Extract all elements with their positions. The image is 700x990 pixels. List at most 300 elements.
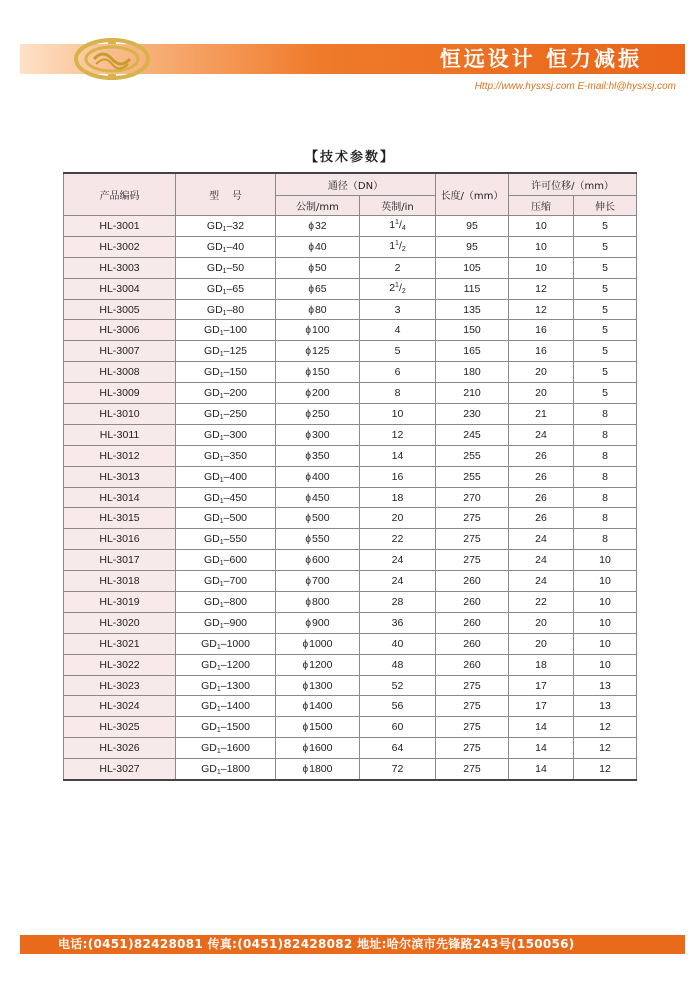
cell-length: 270 <box>436 487 509 508</box>
cell-model: GD1–32 <box>176 216 276 237</box>
cell-length: 165 <box>436 341 509 362</box>
cell-compress: 14 <box>509 759 574 780</box>
model-prefix: GD <box>203 366 220 379</box>
cell-dn-inch <box>360 675 436 696</box>
cell-model: GD1–600 <box>176 550 276 571</box>
cell-dn-inch <box>360 445 436 466</box>
model-subscript: 1 <box>219 330 224 338</box>
dn-value: 150 <box>312 366 330 379</box>
model-size: 500 <box>229 512 248 525</box>
cell-code: HL-3018 <box>64 571 176 592</box>
cell-dn-metric <box>276 717 360 738</box>
cell-compress: 10 <box>509 257 574 278</box>
cell-model: GD1–550 <box>176 529 276 550</box>
cell-model: GD1–150 <box>176 362 276 383</box>
table-row <box>64 257 637 278</box>
inch-whole: 14 <box>391 449 404 462</box>
inch-whole: 28 <box>391 595 404 608</box>
table-row <box>64 550 637 571</box>
model-size: 1200 <box>226 658 250 671</box>
diameter-icon: ϕ <box>305 367 312 379</box>
model-prefix: GD <box>206 240 223 253</box>
model-size: 600 <box>229 554 248 567</box>
header-displacement: 许可位移/（mm） <box>509 173 637 196</box>
cell-compress: 16 <box>509 320 574 341</box>
dn-value: 500 <box>312 512 330 525</box>
diameter-icon: ϕ <box>302 659 309 671</box>
cell-length: 115 <box>436 278 509 299</box>
dn-value: 40 <box>314 240 327 253</box>
cell-dn-inch <box>360 633 436 654</box>
cell-length: 210 <box>436 383 509 404</box>
inch-whole: 72 <box>391 763 404 776</box>
table-row <box>64 487 637 508</box>
table-row <box>64 717 637 738</box>
diameter-icon: ϕ <box>308 220 314 232</box>
inch-whole: 24 <box>391 575 404 588</box>
inch-whole: 18 <box>391 491 404 504</box>
inch-fraction-denominator: 2 <box>401 288 406 296</box>
cell-compress: 24 <box>509 571 574 592</box>
table-row <box>64 320 637 341</box>
table-row <box>64 508 637 529</box>
cell-compress: 22 <box>509 592 574 613</box>
inch-whole: 56 <box>391 700 404 713</box>
dn-value: 200 <box>312 387 330 400</box>
cell-code: HL-3001 <box>64 216 176 237</box>
model-prefix: GD <box>203 324 220 337</box>
cell-dn-metric <box>276 654 360 675</box>
diameter-icon: ϕ <box>302 701 309 713</box>
cell-length: 260 <box>436 592 509 613</box>
cell-code: HL-3014 <box>64 487 176 508</box>
cell-dn-metric <box>276 529 360 550</box>
table-row <box>64 445 637 466</box>
inch-whole: 6 <box>394 366 401 379</box>
inch-whole: 36 <box>391 616 404 629</box>
model-subscript: 1 <box>216 643 221 651</box>
diameter-icon: ϕ <box>305 450 312 462</box>
cell-length: 275 <box>436 738 509 759</box>
table-row <box>64 236 637 257</box>
cell-code: HL-3010 <box>64 404 176 425</box>
diameter-icon: ϕ <box>302 680 309 692</box>
cell-code: HL-3006 <box>64 320 176 341</box>
inch-whole: 5 <box>394 345 401 358</box>
cell-code: HL-3009 <box>64 383 176 404</box>
model-prefix: GD <box>203 512 220 525</box>
cell-model: GD1–1600 <box>176 738 276 759</box>
cell-compress: 26 <box>509 508 574 529</box>
dn-value: 50 <box>314 261 327 274</box>
cell-extend: 8 <box>574 508 637 529</box>
dn-value: 450 <box>312 491 330 504</box>
model-prefix: GD <box>201 700 217 713</box>
cell-dn-inch <box>360 717 436 738</box>
model-subscript: 1 <box>216 685 221 693</box>
cell-dn-inch <box>360 487 436 508</box>
inch-fraction-numerator: 1 <box>395 282 399 290</box>
model-prefix: GD <box>201 637 217 650</box>
dn-value: 1500 <box>309 721 333 734</box>
model-subscript: 1 <box>219 539 224 547</box>
cell-dn-inch <box>360 696 436 717</box>
cell-extend: 8 <box>574 466 637 487</box>
inch-whole: 4 <box>394 324 401 337</box>
model-subscript: 1 <box>222 267 227 275</box>
model-subscript: 1 <box>216 769 221 777</box>
table-row <box>64 529 637 550</box>
dn-value: 1400 <box>309 700 333 713</box>
cell-dn-metric <box>276 216 360 237</box>
cell-dn-metric <box>276 550 360 571</box>
cell-dn-metric <box>276 696 360 717</box>
cell-dn-inch <box>360 550 436 571</box>
cell-extend: 8 <box>574 487 637 508</box>
table-row <box>64 738 637 759</box>
cell-model: GD1–1500 <box>176 717 276 738</box>
cell-compress: 24 <box>509 529 574 550</box>
cell-extend: 8 <box>574 529 637 550</box>
dn-value: 700 <box>312 575 330 588</box>
cell-length: 150 <box>436 320 509 341</box>
dn-value: 65 <box>314 282 327 295</box>
model-prefix: GD <box>203 554 220 567</box>
model-subscript: 1 <box>219 372 224 380</box>
cell-code: HL-3026 <box>64 738 176 759</box>
dn-value: 1000 <box>309 637 333 650</box>
model-size: 1500 <box>226 721 250 734</box>
model-prefix: GD <box>206 303 223 316</box>
cell-model: GD1–1200 <box>176 654 276 675</box>
cell-model: GD1–350 <box>176 445 276 466</box>
cell-code: HL-3013 <box>64 466 176 487</box>
cell-extend: 12 <box>574 717 637 738</box>
cell-extend: 5 <box>574 320 637 341</box>
model-prefix: GD <box>203 533 220 546</box>
diameter-icon: ϕ <box>302 764 309 776</box>
model-prefix: GD <box>206 219 223 232</box>
inch-whole: 1 <box>389 240 396 253</box>
diameter-icon: ϕ <box>305 346 312 358</box>
model-prefix: GD <box>201 763 217 776</box>
table-row <box>64 466 637 487</box>
model-prefix: GD <box>203 491 220 504</box>
cell-extend: 10 <box>574 654 637 675</box>
inch-fraction-denominator: 2 <box>401 246 406 254</box>
cell-compress: 12 <box>509 299 574 320</box>
model-subscript: 1 <box>222 288 227 296</box>
model-prefix: GD <box>201 658 217 671</box>
dn-value: 350 <box>312 449 330 462</box>
cell-compress: 20 <box>509 362 574 383</box>
cell-dn-inch <box>360 466 436 487</box>
cell-length: 275 <box>436 717 509 738</box>
table-row <box>64 592 637 613</box>
dn-value: 125 <box>312 345 330 358</box>
inch-whole: 2 <box>389 282 396 295</box>
inch-whole: 40 <box>391 637 404 650</box>
model-size: 800 <box>229 595 248 608</box>
cell-model: GD1–1400 <box>176 696 276 717</box>
model-subscript: 1 <box>216 727 221 735</box>
cell-dn-inch <box>360 257 436 278</box>
cell-extend: 8 <box>574 445 637 466</box>
cell-extend: 5 <box>574 236 637 257</box>
model-prefix: GD <box>203 595 220 608</box>
cell-model: GD1–450 <box>176 487 276 508</box>
model-subscript: 1 <box>222 246 227 254</box>
cell-compress: 14 <box>509 717 574 738</box>
diameter-icon: ϕ <box>305 513 312 525</box>
cell-code: HL-3021 <box>64 633 176 654</box>
dn-value: 100 <box>312 324 330 337</box>
cell-compress: 16 <box>509 341 574 362</box>
cell-dn-metric <box>276 738 360 759</box>
inch-whole: 1 <box>389 219 396 232</box>
cell-code: HL-3005 <box>64 299 176 320</box>
model-subscript: 1 <box>219 581 224 589</box>
diameter-icon: ϕ <box>305 325 312 337</box>
cell-code: HL-3012 <box>64 445 176 466</box>
cell-compress: 24 <box>509 550 574 571</box>
diameter-icon: ϕ <box>308 262 314 274</box>
cell-extend: 10 <box>574 633 637 654</box>
model-prefix: GD <box>203 387 220 400</box>
model-size: 50 <box>232 261 245 274</box>
inch-whole: 2 <box>394 261 401 274</box>
cell-extend: 5 <box>574 299 637 320</box>
cell-dn-metric <box>276 299 360 320</box>
header-dn: 通径（DN） <box>276 173 436 196</box>
table-row <box>64 299 637 320</box>
technical-parameters-table <box>63 172 637 781</box>
cell-model: GD1–700 <box>176 571 276 592</box>
cell-dn-metric <box>276 236 360 257</box>
dn-value: 800 <box>312 595 330 608</box>
cell-extend: 12 <box>574 759 637 780</box>
cell-extend: 13 <box>574 696 637 717</box>
cell-extend: 8 <box>574 424 637 445</box>
inch-whole: 22 <box>391 533 404 546</box>
model-prefix: GD <box>203 407 220 420</box>
cell-length: 180 <box>436 362 509 383</box>
model-size: 32 <box>232 219 245 232</box>
inch-whole: 52 <box>391 679 404 692</box>
diameter-icon: ϕ <box>302 638 309 650</box>
dn-value: 550 <box>312 533 330 546</box>
cell-model: GD1–65 <box>176 278 276 299</box>
cell-dn-inch <box>360 424 436 445</box>
cell-code: HL-3022 <box>64 654 176 675</box>
inch-whole: 12 <box>391 428 404 441</box>
model-size: 550 <box>229 533 248 546</box>
model-prefix: GD <box>203 449 220 462</box>
header-code: 产品编码 <box>64 173 176 216</box>
cell-dn-inch: $2^1/2$ <box>360 278 436 299</box>
cell-code: HL-3002 <box>64 236 176 257</box>
cell-length: 95 <box>436 216 509 237</box>
cell-extend: 10 <box>574 550 637 571</box>
model-size: 40 <box>232 240 245 253</box>
cell-compress: 20 <box>509 633 574 654</box>
cell-compress: 17 <box>509 675 574 696</box>
cell-code: HL-3017 <box>64 550 176 571</box>
model-subscript: 1 <box>219 476 224 484</box>
model-size: 65 <box>232 282 245 295</box>
cell-length: 275 <box>436 675 509 696</box>
cell-dn-inch: $1^1/4$ <box>360 216 436 237</box>
cell-dn-metric <box>276 320 360 341</box>
model-prefix: GD <box>206 261 223 274</box>
model-size: 1400 <box>226 700 250 713</box>
cell-model: GD1–400 <box>176 466 276 487</box>
cell-dn-inch <box>360 383 436 404</box>
cell-length: 275 <box>436 696 509 717</box>
inch-whole: 16 <box>391 470 404 483</box>
cell-length: 255 <box>436 466 509 487</box>
header-compress: 压缩 <box>509 196 574 216</box>
cell-code: HL-3019 <box>64 592 176 613</box>
cell-compress: 10 <box>509 216 574 237</box>
website-email-line: Http://www.hysxsj.com E-mail:hl@hysxsj.com <box>474 81 676 92</box>
cell-extend: 5 <box>574 341 637 362</box>
cell-dn-metric <box>276 571 360 592</box>
cell-model: GD1–300 <box>176 424 276 445</box>
cell-compress: 26 <box>509 466 574 487</box>
model-subscript: 1 <box>219 393 224 401</box>
inch-whole: 60 <box>391 721 404 734</box>
cell-dn-metric <box>276 675 360 696</box>
cell-dn-metric <box>276 445 360 466</box>
model-subscript: 1 <box>219 434 224 442</box>
cell-compress: 10 <box>509 236 574 257</box>
inch-fraction-denominator: 4 <box>401 225 406 233</box>
table-row <box>64 675 637 696</box>
dn-value: 1600 <box>309 742 333 755</box>
model-size: 1300 <box>226 679 250 692</box>
diameter-icon: ϕ <box>305 471 312 483</box>
inch-whole: 10 <box>391 407 404 420</box>
model-prefix: GD <box>201 742 217 755</box>
dn-value: 80 <box>314 303 327 316</box>
cell-compress: 26 <box>509 487 574 508</box>
cell-compress: 17 <box>509 696 574 717</box>
model-size: 700 <box>229 575 248 588</box>
model-subscript: 1 <box>216 664 221 672</box>
table-row <box>64 612 637 633</box>
cell-extend: 5 <box>574 216 637 237</box>
model-prefix: GD <box>206 282 223 295</box>
cell-code: HL-3003 <box>64 257 176 278</box>
cell-dn-inch: $1^1/2$ <box>360 236 436 257</box>
dn-value: 1300 <box>309 679 333 692</box>
header-extend: 伸长 <box>574 196 637 216</box>
inch-fraction-numerator: 1 <box>395 240 399 248</box>
cell-length: 260 <box>436 571 509 592</box>
table-row <box>64 278 637 299</box>
diameter-icon: ϕ <box>305 617 312 629</box>
header-model: 型 号 <box>176 173 276 216</box>
cell-extend: 10 <box>574 571 637 592</box>
model-size: 1600 <box>226 742 250 755</box>
model-size: 1000 <box>226 637 250 650</box>
cell-code: HL-3015 <box>64 508 176 529</box>
diameter-icon: ϕ <box>308 241 314 253</box>
inch-whole: 48 <box>391 658 404 671</box>
cell-length: 275 <box>436 529 509 550</box>
cell-dn-metric <box>276 404 360 425</box>
table-row <box>64 362 637 383</box>
cell-model: GD1–125 <box>176 341 276 362</box>
model-prefix: GD <box>203 428 220 441</box>
section-title: 【技术参数】 <box>304 150 395 165</box>
cell-extend: 12 <box>574 738 637 759</box>
model-size: 80 <box>232 303 245 316</box>
cell-code: HL-3024 <box>64 696 176 717</box>
dn-value: 1800 <box>309 763 333 776</box>
diameter-icon: ϕ <box>305 388 312 400</box>
cell-model: GD1–100 <box>176 320 276 341</box>
cell-extend: 5 <box>574 383 637 404</box>
cell-dn-inch <box>360 759 436 780</box>
model-subscript: 1 <box>222 309 227 317</box>
cell-dn-inch <box>360 738 436 759</box>
header-dn-metric: 公制/mm <box>276 196 360 216</box>
cell-length: 95 <box>436 236 509 257</box>
table-row <box>64 424 637 445</box>
cell-dn-inch <box>360 341 436 362</box>
inch-whole: 3 <box>394 303 401 316</box>
model-size: 900 <box>229 616 248 629</box>
cell-compress: 20 <box>509 612 574 633</box>
dn-value: 400 <box>312 470 330 483</box>
table-row <box>64 571 637 592</box>
model-prefix: GD <box>203 470 220 483</box>
model-size: 450 <box>229 491 248 504</box>
cell-code: HL-3025 <box>64 717 176 738</box>
cell-compress: 26 <box>509 445 574 466</box>
cell-dn-inch <box>360 404 436 425</box>
cell-dn-metric <box>276 362 360 383</box>
header-dn-inch: 英制/in <box>360 196 436 216</box>
cell-dn-inch <box>360 320 436 341</box>
model-subscript: 1 <box>219 351 224 359</box>
model-size: 350 <box>229 449 248 462</box>
cell-model: GD1–800 <box>176 592 276 613</box>
cell-dn-metric <box>276 487 360 508</box>
dn-value: 900 <box>312 616 330 629</box>
model-subscript: 1 <box>216 706 221 714</box>
cell-extend: 8 <box>574 404 637 425</box>
model-subscript: 1 <box>219 560 224 568</box>
cell-compress: 14 <box>509 738 574 759</box>
dn-value: 300 <box>312 428 330 441</box>
cell-extend: 10 <box>574 612 637 633</box>
cell-code: HL-3011 <box>64 424 176 445</box>
model-subscript: 1 <box>219 497 224 505</box>
cell-extend: 5 <box>574 362 637 383</box>
cell-dn-metric <box>276 341 360 362</box>
table-row <box>64 696 637 717</box>
cell-dn-metric <box>276 759 360 780</box>
cell-compress: 12 <box>509 278 574 299</box>
cell-length: 230 <box>436 404 509 425</box>
inch-whole: 8 <box>394 387 401 400</box>
cell-model: GD1–500 <box>176 508 276 529</box>
cell-dn-metric <box>276 257 360 278</box>
cell-length: 255 <box>436 445 509 466</box>
